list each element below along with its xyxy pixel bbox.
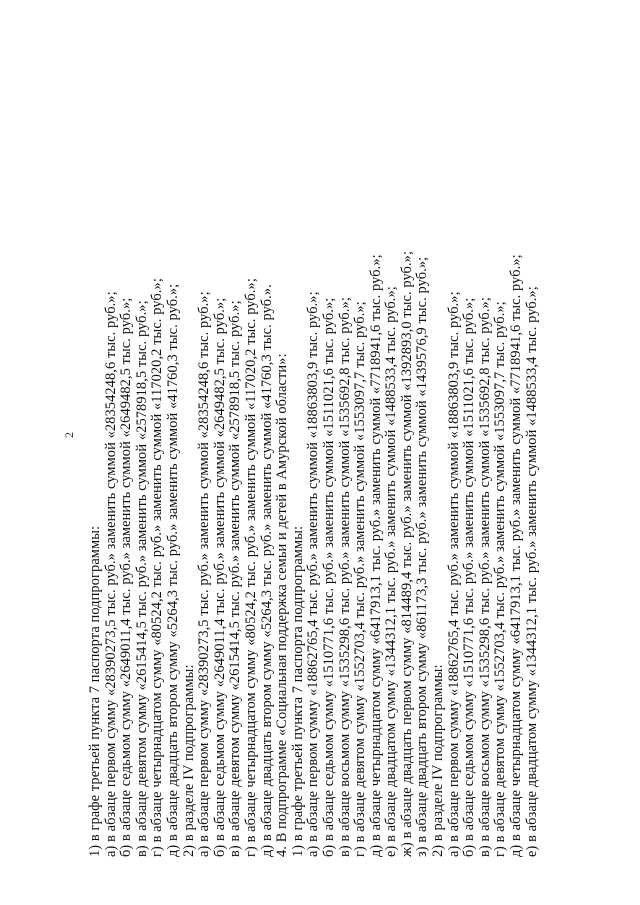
text-line: а) в абзаце первом сумму «18862765,4 тыс. руб.» заменить суммой «18863803,9 тыс. руб.»; <box>305 291 322 857</box>
text-line: в) в абзаце девятом сумму «2615414,5 тыс. руб.» заменить суммой «2578918,5 тыс. руб.»; <box>133 300 150 857</box>
text-line: г) в абзаце четырнадцатом сумму «80524,2 тыс. руб.» заменить суммой «117020,2 тыс. руб.»; <box>149 278 166 857</box>
text-line: г) в абзаце девятом сумму «1552703,4 тыс. руб.» заменить суммой «1553097,7 тыс. руб.»; <box>492 301 509 857</box>
text-line: 1) в графе третьей пункта 7 паспорта подпрограммы: <box>289 525 306 857</box>
text-line: б) в абзаце седьмом сумму «2649011,4 тыс. руб.» заменить суммой «2649482,5 тыс. руб.»; <box>211 297 228 857</box>
text-line: а) в абзаце первом сумму «28390273,5 тыс. руб.» заменить суммой «28354248,6 тыс. руб.»; <box>196 291 213 857</box>
text-line: б) в абзаце седьмом сумму «1510771,6 тыс. руб.» заменить суммой «1511021,6 тыс. руб.»; <box>461 297 478 857</box>
text-line: а) в абзаце первом сумму «28390273,5 тыс. руб.» заменить суммой «28354248,6 тыс. руб.»; <box>102 291 119 857</box>
text-line: в) в абзаце восьмом сумму «1535298,6 тыс. руб.» заменить суммой «1535692,8 тыс. руб.»; <box>336 297 353 857</box>
text-line: б) в абзаце седьмом сумму «2649011,4 тыс. руб.» заменить суммой «2649482,5 тыс. руб.»; <box>118 297 135 857</box>
rotated-text-block <box>88 57 618 857</box>
text-line: 4. В подпрограмме «Социальная поддержка семьи и детей в Амурской области»: <box>274 353 291 857</box>
text-line: е) в абзаце двадцатом сумму «1344312,1 тыс. руб.» заменить суммой «1488533,4 тыс. руб.»; <box>523 286 540 857</box>
text-line: з) в абзаце двадцать втором сумму «861173,3 тыс. руб.» заменить суммой «1439576,9 тыс. руб.»; <box>414 256 431 857</box>
text-line: б) в абзаце седьмом сумму «1510771,6 тыс. руб.» заменить суммой «1511021,6 тыс. руб.»; <box>320 297 337 857</box>
text-line: в) в абзаце девятом сумму «2615414,5 тыс. руб.» заменить суммой «2578918,5 тыс. руб.»; <box>227 300 244 857</box>
text-line: 1) в графе третьей пункта 7 паспорта подпрограммы: <box>87 525 103 857</box>
document-body <box>88 57 540 857</box>
text-line: 2) в разделе IV подпрограммы: <box>430 664 447 857</box>
text-line: а) в абзаце первом сумму «18862765,4 тыс. руб.» заменить суммой «18863803,9 тыс. руб.»; <box>445 291 462 857</box>
text-line: г) в абзаце девятом сумму «1552703,4 тыс. руб.» заменить суммой «1553097,7 тыс. руб.»; <box>352 301 369 857</box>
text-line: г) в абзаце четырнадцатом сумму «80524,2 тыс. руб.» заменить суммой «117020,2 тыс. руб.»; <box>242 278 259 857</box>
text-line: д) в абзаце четырнадцатом сумму «6417913,1 тыс. руб.» заменить суммой «7718941,6 тыс. руб.»; <box>367 254 384 857</box>
text-line: в) в абзаце восьмом сумму «1535298,6 тыс. руб.» заменить суммой «1535692,8 тыс. руб.»; <box>476 297 493 857</box>
text-line: д) в абзаце двадцать втором сумму «5264,3 тыс. руб.» заменить суммой «41760,3 тыс. руб.»; <box>164 283 181 857</box>
text-line: ж) в абзаце двадцать первом сумму «814489,4 тыс. руб.» заменить суммой «1392893,0 тыс. руб.»; <box>398 250 415 857</box>
text-line: д) в абзаце четырнадцатом сумму «6417913,1 тыс. руб.» заменить суммой «7718941,6 тыс. руб.»; <box>508 254 525 857</box>
text-line: д) в абзаце двадцать втором сумму «5264,3 тыс. руб.» заменить суммой «41760,3 тыс. руб.». <box>258 284 275 857</box>
text-line: 2) в разделе IV подпрограммы: <box>180 664 197 857</box>
page-number: 2 <box>62 432 76 438</box>
text-line: е) в абзаце двадцатом сумму «1344312,1 тыс. руб.» заменить суммой «1488533,4 тыс. руб.»; <box>383 286 400 857</box>
